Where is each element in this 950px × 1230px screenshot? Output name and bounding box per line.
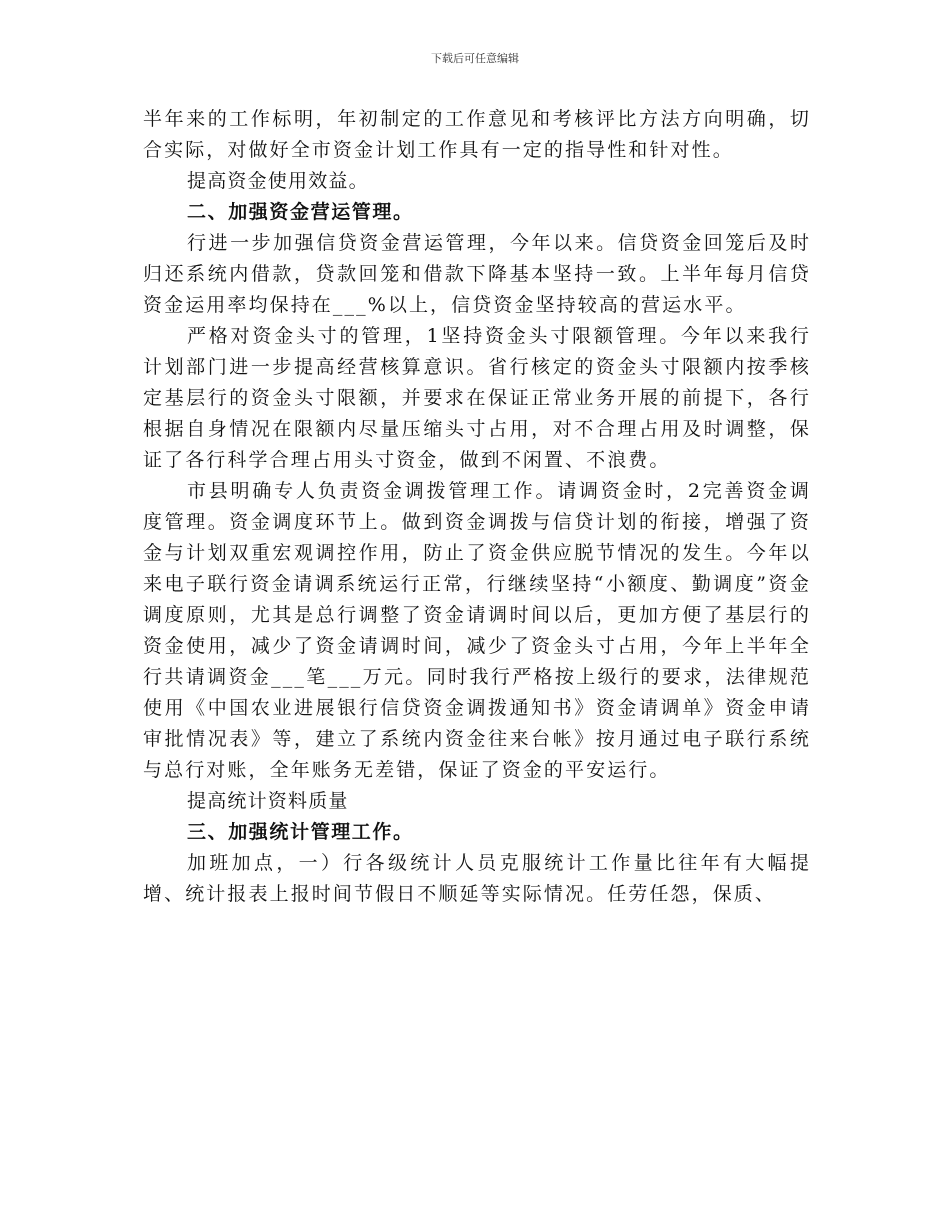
paragraph-statistics-quality: 提高统计资料质量 xyxy=(187,790,349,812)
paragraph-credit-operations: 行进一步加强信贷资金营运管理，今年以来。信贷资金回笼后及时归还系统内借款，贷款回笼和借款下降基本坚持一致。上半年每月信贷资金运用率均保持在___%以上，信贷资金坚持较高的营运水平。 xyxy=(143,232,811,316)
page-header: 下载后可任意编辑 xyxy=(431,52,519,65)
section-heading-2: 二、加强资金营运管理。 xyxy=(187,201,414,223)
paragraph-statistics-staff: 加班加点，一）行各级统计人员克服统计工作量比往年有大幅提增、统计报表上报时间节假日不顺延等实际情况。任劳任怨，保质、 xyxy=(143,852,811,905)
paragraph-improve-efficiency: 提高资金使用效益。 xyxy=(187,170,369,192)
section-heading-3: 三、加强统计管理工作。 xyxy=(187,821,414,843)
paragraph-work-summary: 半年来的工作标明，年初制定的工作意见和考核评比方法方向明确，切合实际，对做好全市资金计划工作具有一定的指导性和针对性。 xyxy=(143,108,811,161)
paragraph-position-management: 严格对资金头寸的管理，1坚持资金头寸限额管理。今年以来我行计划部门进一步提高经营核算意识。省行核定的资金头寸限额内按季核定基层行的资金头寸限额，并要求在保证正常业务开展的前提下，各行根据自身情况在限额内尽量压缩头寸占用，对不合理占用及时调整，保证了各行科学合理占用头寸资金，做到不闲置、不浪费。 xyxy=(143,325,811,471)
document-body xyxy=(143,104,811,910)
paragraph-fund-allocation: 市县明确专人负责资金调拨管理工作。请调资金时，2完善资金调度管理。资金调度环节上。做到资金调拨与信贷计划的衔接，增强了资金与计划双重宏观调控作用，防止了资金供应脱节情况的发生。今年以来电子联行资金请调系统运行正常，行继续坚持“小额度、勤调度”资金调度原则，尤其是总行调整了资金请调时间以后，更加方便了基层行的资金使用，减少了资金请调时间，减少了资金头寸占用，今年上半年全行共请调资金___笔___万元。同时我行严格按上级行的要求，法律规范使用《中国农业进展银行信贷资金调拨通知书》资金请调单》资金申请审批情况表》等，建立了系统内资金往来台帐》按月通过电子联行系统与总行对账，全年账务无差错，保证了资金的平安运行。 xyxy=(143,480,811,781)
